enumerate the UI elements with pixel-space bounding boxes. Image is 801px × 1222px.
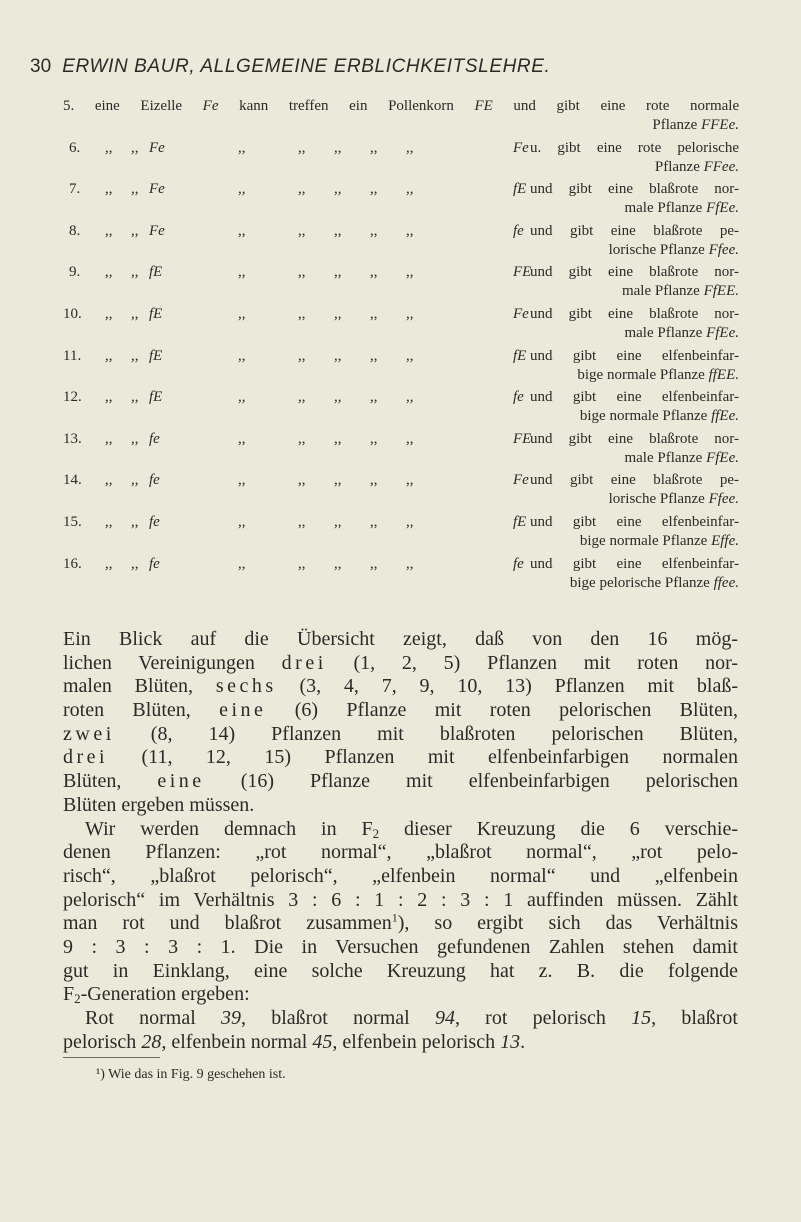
table-entry bbox=[63, 470, 739, 512]
ditto-mark: ,, bbox=[238, 181, 246, 198]
page-header bbox=[30, 56, 550, 78]
ditto-mark: ,, bbox=[370, 222, 378, 239]
text-segment: Wir werden demnach in F bbox=[85, 817, 373, 840]
ditto-mark: ,, bbox=[406, 139, 414, 156]
table-entry bbox=[63, 221, 739, 263]
ditto-mark: ,, bbox=[298, 430, 306, 447]
ditto-mark: ,, bbox=[406, 513, 414, 530]
table-entry bbox=[63, 179, 739, 221]
entry-number: 11. bbox=[63, 347, 82, 364]
entry-word: Eizelle bbox=[140, 98, 183, 114]
text-segment: gut in Einklang, eine solche Kreuzung hat z. B. die folgende bbox=[63, 959, 738, 982]
ditto-mark: ,, bbox=[370, 513, 378, 530]
table-entry bbox=[63, 96, 739, 138]
text-segment: 2 bbox=[372, 825, 380, 841]
text-segment: ), so ergibt sich das Verhältnis bbox=[397, 912, 739, 935]
entry-line bbox=[63, 117, 739, 134]
text-line bbox=[63, 983, 738, 1007]
desc-text: u. gibt eine rote pelorische bbox=[530, 139, 739, 156]
genotype: FfEe. bbox=[706, 449, 739, 466]
egg-cell: fe bbox=[149, 472, 160, 489]
entry-line bbox=[63, 346, 739, 367]
entry-line bbox=[63, 221, 739, 242]
text-segment: drei bbox=[63, 746, 109, 769]
text-line bbox=[63, 628, 738, 652]
genotype: ffee. bbox=[713, 574, 739, 591]
ditto-mark: ,, bbox=[334, 555, 342, 572]
count-value: 39 bbox=[220, 1007, 241, 1029]
text-line bbox=[63, 1007, 738, 1031]
entry-word: eine bbox=[600, 98, 626, 114]
ditto-mark: ,, bbox=[298, 472, 306, 489]
desc-text: und gibt eine blaßrote nor- bbox=[530, 305, 739, 322]
text-segment: Ein Blick auf die Übersicht zeigt, daß von den 16 mög- bbox=[63, 628, 738, 650]
text-segment: Blüten, bbox=[63, 770, 158, 793]
text-line bbox=[63, 675, 738, 699]
text-line bbox=[63, 794, 738, 818]
ditto-mark: ,, bbox=[131, 347, 139, 364]
desc-text: und gibt eine blaßrote nor- bbox=[530, 181, 739, 198]
text-segment: dieser Kreuzung die 6 verschie- bbox=[379, 817, 738, 840]
entry-line bbox=[63, 304, 739, 325]
entry-word: kann bbox=[239, 98, 269, 114]
pollen-grain: fE bbox=[513, 347, 527, 364]
ditto-mark: ,, bbox=[370, 305, 378, 322]
genotype: ffEe. bbox=[711, 408, 739, 425]
ditto-mark: ,, bbox=[131, 555, 139, 572]
desc-text: bige normale Pflanze bbox=[579, 408, 712, 425]
ditto-mark: ,, bbox=[131, 430, 139, 447]
entry-word: rote bbox=[646, 98, 670, 114]
ditto-mark: ,, bbox=[370, 181, 378, 198]
desc-text: bige pelorische Pflanze bbox=[569, 574, 714, 591]
count-value: 45 bbox=[312, 1030, 333, 1053]
desc-text: lorische Pflanze bbox=[608, 491, 709, 508]
desc-text: male Pflanze bbox=[624, 200, 707, 217]
ditto-mark: ,, bbox=[105, 305, 113, 322]
genotype: Ffee. bbox=[708, 491, 739, 508]
table-entry bbox=[63, 512, 739, 554]
entry-line bbox=[63, 450, 739, 467]
text-segment: , rot pelorisch bbox=[454, 1007, 632, 1029]
text-segment: , blaßrot normal bbox=[240, 1007, 435, 1029]
entry-number: 7. bbox=[69, 181, 81, 198]
text-segment: pelorisch bbox=[63, 1030, 142, 1053]
pollen-grain: Fe bbox=[513, 305, 529, 322]
ditto-mark: ,, bbox=[406, 389, 414, 406]
ditto-mark: ,, bbox=[105, 181, 113, 198]
entry-line bbox=[63, 429, 739, 450]
text-line bbox=[63, 723, 738, 747]
table-entry bbox=[63, 138, 739, 180]
entry-number: 13. bbox=[63, 430, 82, 447]
entry-word: 5. bbox=[63, 98, 75, 114]
body-text bbox=[63, 628, 738, 1054]
entry-line bbox=[63, 470, 739, 491]
genotype: Effe. bbox=[711, 532, 739, 549]
desc-text: male Pflanze bbox=[624, 324, 707, 341]
ditto-mark: ,, bbox=[238, 389, 246, 406]
desc-text: und gibt eine blaßrote nor- bbox=[530, 264, 739, 281]
entry-number: 9. bbox=[69, 264, 81, 281]
ditto-mark: ,, bbox=[298, 264, 306, 281]
ditto-mark: ,, bbox=[334, 347, 342, 364]
egg-cell: fE bbox=[149, 264, 163, 281]
entry-line bbox=[63, 283, 739, 300]
ditto-mark: ,, bbox=[370, 555, 378, 572]
text-line bbox=[63, 936, 738, 960]
ditto-mark: ,, bbox=[406, 222, 414, 239]
genotype: FfEe. bbox=[706, 200, 739, 217]
text-segment: drei bbox=[281, 651, 327, 674]
pollen-grain: FE bbox=[513, 430, 532, 447]
text-segment: . bbox=[520, 1030, 526, 1053]
genotype: FFEe. bbox=[701, 117, 739, 133]
ditto-mark: ,, bbox=[105, 389, 113, 406]
text-segment: (11, 12, 15) Pflanzen mit elfenbeinfarbigen normalen bbox=[108, 746, 738, 769]
entry-word: und bbox=[513, 98, 536, 114]
ditto-mark: ,, bbox=[370, 347, 378, 364]
entry-word: FE bbox=[474, 98, 493, 114]
ditto-mark: ,, bbox=[238, 513, 246, 530]
ditto-mark: ,, bbox=[238, 222, 246, 239]
entry-line bbox=[63, 159, 739, 176]
desc-text: und gibt eine elfenbeinfar- bbox=[530, 347, 739, 364]
pollen-grain: Fe bbox=[513, 472, 529, 489]
text-segment: roten Blüten, bbox=[63, 699, 220, 722]
entry-line bbox=[63, 575, 739, 592]
entry-word: Fe bbox=[202, 98, 219, 114]
text-segment: , blaßrot bbox=[651, 1007, 738, 1029]
text-segment: , elfenbein normal bbox=[161, 1030, 313, 1053]
entry-number: 16. bbox=[63, 555, 82, 572]
desc-text: Pflanze bbox=[654, 158, 704, 175]
ditto-mark: ,, bbox=[105, 222, 113, 239]
ditto-mark: ,, bbox=[238, 555, 246, 572]
pollen-grain: fe bbox=[513, 555, 524, 572]
egg-cell: fe bbox=[149, 430, 160, 447]
text-line bbox=[63, 746, 738, 770]
text-segment: denen Pflanzen: „rot normal“, „blaßrot normal“, „rot pelo- bbox=[63, 841, 738, 864]
ditto-mark: ,, bbox=[334, 181, 342, 198]
text-segment: (8, 14) Pflanzen mit blaßroten pelorischen Blüten, bbox=[114, 722, 738, 745]
egg-cell: fE bbox=[149, 389, 163, 406]
entry-line bbox=[63, 179, 739, 200]
entry-line bbox=[63, 262, 739, 283]
ditto-mark: ,, bbox=[334, 389, 342, 406]
page-number: 30 bbox=[30, 56, 52, 77]
combination-table bbox=[63, 96, 739, 595]
genotype: FfEE. bbox=[703, 283, 739, 300]
text-segment: sechs bbox=[215, 675, 277, 698]
ditto-mark: ,, bbox=[131, 139, 139, 156]
ditto-mark: ,, bbox=[131, 264, 139, 281]
entry-line bbox=[63, 367, 739, 384]
ditto-mark: ,, bbox=[370, 264, 378, 281]
table-entry bbox=[63, 304, 739, 346]
text-segment: risch“, „blaßrot pelorisch“, „elfenbein normal“ und „elfenbein bbox=[63, 864, 738, 887]
ditto-mark: ,, bbox=[406, 472, 414, 489]
ditto-mark: ,, bbox=[334, 513, 342, 530]
text-line bbox=[63, 1031, 738, 1055]
ditto-mark: ,, bbox=[105, 430, 113, 447]
text-segment: man rot und blaßrot zusammen bbox=[63, 912, 392, 935]
ditto-mark: ,, bbox=[334, 139, 342, 156]
text-segment: (6) Pflanze mit roten pelorischen Blüten, bbox=[266, 699, 738, 722]
text-segment: lichen Vereinigungen bbox=[63, 651, 282, 674]
ditto-mark: ,, bbox=[298, 305, 306, 322]
text-segment: 1 bbox=[391, 910, 398, 925]
text-segment: -Generation ergeben: bbox=[80, 983, 250, 1006]
genotype: Ffee. bbox=[708, 241, 739, 258]
pollen-grain: fE bbox=[513, 181, 527, 198]
table-entry bbox=[63, 429, 739, 471]
ditto-mark: ,, bbox=[370, 430, 378, 447]
ditto-mark: ,, bbox=[131, 472, 139, 489]
ditto-mark: ,, bbox=[105, 347, 113, 364]
text-line bbox=[63, 960, 738, 984]
entry-line bbox=[63, 325, 739, 342]
pollen-grain: fe bbox=[513, 222, 524, 239]
ditto-mark: ,, bbox=[406, 347, 414, 364]
desc-text: und gibt eine elfenbeinfar- bbox=[530, 555, 739, 572]
ditto-mark: ,, bbox=[334, 264, 342, 281]
ditto-mark: ,, bbox=[334, 305, 342, 322]
count-value: 28 bbox=[141, 1030, 162, 1053]
ditto-mark: ,, bbox=[298, 555, 306, 572]
entry-line bbox=[63, 200, 739, 217]
entry-word: gibt bbox=[556, 98, 580, 114]
entry-number: 15. bbox=[63, 513, 82, 530]
footnote-text: Wie das in Fig. 9 geschehen ist. bbox=[104, 1067, 286, 1082]
pollen-grain: fE bbox=[513, 513, 527, 530]
ditto-mark: ,, bbox=[406, 181, 414, 198]
text-line bbox=[63, 889, 738, 913]
ditto-mark: ,, bbox=[334, 222, 342, 239]
text-segment: , elfenbein pelorisch bbox=[332, 1030, 501, 1053]
entry-number: 10. bbox=[63, 305, 82, 322]
pollen-grain: Fe bbox=[513, 139, 529, 156]
text-segment: Blüten ergeben müssen. bbox=[63, 793, 255, 816]
ditto-mark: ,, bbox=[105, 472, 113, 489]
ditto-mark: ,, bbox=[406, 264, 414, 281]
ditto-mark: ,, bbox=[298, 222, 306, 239]
text-line bbox=[63, 865, 738, 889]
ditto-mark: ,, bbox=[238, 347, 246, 364]
text-segment: zwei bbox=[63, 722, 115, 745]
entry-line bbox=[63, 242, 739, 259]
ditto-mark: ,, bbox=[406, 305, 414, 322]
ditto-mark: ,, bbox=[334, 430, 342, 447]
entry-line bbox=[63, 554, 739, 575]
ditto-mark: ,, bbox=[238, 472, 246, 489]
genotype: FfEe. bbox=[706, 324, 739, 341]
footnote-rule bbox=[63, 1057, 160, 1058]
text-line bbox=[63, 912, 738, 936]
ditto-mark: ,, bbox=[238, 430, 246, 447]
text-segment: Rot normal bbox=[85, 1007, 221, 1029]
table-entry bbox=[63, 262, 739, 304]
text-segment: malen Blüten, bbox=[63, 675, 216, 698]
ditto-mark: ,, bbox=[298, 389, 306, 406]
desc-text: bige normale Pflanze bbox=[577, 366, 709, 383]
text-line bbox=[63, 770, 738, 794]
count-value: 15 bbox=[631, 1007, 652, 1029]
ditto-mark: ,, bbox=[131, 181, 139, 198]
desc-text: male Pflanze bbox=[624, 449, 707, 466]
ditto-mark: ,, bbox=[406, 555, 414, 572]
entry-line bbox=[63, 491, 739, 508]
running-title: ERWIN BAUR, ALLGEMEINE ERBLICHKEITSLEHRE. bbox=[62, 56, 551, 77]
count-value: 13 bbox=[500, 1030, 521, 1053]
ditto-mark: ,, bbox=[131, 389, 139, 406]
entry-word: Pollenkorn bbox=[388, 98, 454, 114]
ditto-mark: ,, bbox=[131, 305, 139, 322]
entry-word: normale bbox=[689, 98, 740, 114]
ditto-mark: ,, bbox=[238, 264, 246, 281]
text-segment: (3, 4, 7, 9, 10, 13) Pflanzen mit blaß- bbox=[276, 675, 738, 698]
text-segment: eine bbox=[157, 770, 205, 793]
ditto-mark: ,, bbox=[370, 472, 378, 489]
entry-number: 14. bbox=[63, 472, 82, 489]
table-entry bbox=[63, 346, 739, 388]
entry-word: ein bbox=[349, 98, 368, 114]
entry-number: 6. bbox=[69, 139, 81, 156]
text-line bbox=[63, 699, 738, 723]
entry-line bbox=[63, 96, 739, 117]
ditto-mark: ,, bbox=[105, 139, 113, 156]
text-segment: eine bbox=[219, 699, 267, 722]
entry-line bbox=[63, 408, 739, 425]
ditto-mark: ,, bbox=[298, 139, 306, 156]
footnote-mark: ¹) bbox=[96, 1067, 105, 1082]
text-segment: (16) Pflanze mit elfenbeinfarbigen pelorischen bbox=[204, 770, 738, 793]
text-line bbox=[63, 652, 738, 676]
desc-text: und gibt eine elfenbeinfar- bbox=[530, 513, 739, 530]
desc-text: lorische Pflanze bbox=[608, 241, 709, 258]
ditto-mark: ,, bbox=[370, 139, 378, 156]
pollen-grain: fe bbox=[513, 389, 524, 406]
egg-cell: Fe bbox=[149, 139, 165, 156]
egg-cell: fe bbox=[149, 555, 160, 572]
egg-cell: fe bbox=[149, 513, 160, 530]
egg-cell: fE bbox=[149, 347, 163, 364]
ditto-mark: ,, bbox=[370, 389, 378, 406]
desc-text: und gibt eine blaßrote nor- bbox=[530, 430, 739, 447]
desc-text: Pflanze bbox=[652, 117, 702, 133]
ditto-mark: ,, bbox=[131, 513, 139, 530]
entry-line bbox=[63, 533, 739, 550]
text-segment: F bbox=[63, 983, 75, 1006]
ditto-mark: ,, bbox=[298, 181, 306, 198]
egg-cell: fE bbox=[149, 305, 163, 322]
table-entry bbox=[63, 387, 739, 429]
ditto-mark: ,, bbox=[298, 347, 306, 364]
text-line bbox=[63, 841, 738, 865]
entry-line bbox=[63, 387, 739, 408]
ditto-mark: ,, bbox=[298, 513, 306, 530]
footnote bbox=[96, 1067, 286, 1083]
entry-word: eine bbox=[94, 98, 120, 114]
entry-line bbox=[63, 512, 739, 533]
pollen-grain: FE bbox=[513, 264, 532, 281]
desc-text: und gibt eine elfenbeinfar- bbox=[530, 389, 739, 406]
desc-text: male Pflanze bbox=[621, 283, 704, 300]
entry-word: treffen bbox=[288, 98, 329, 114]
text-segment: 9 : 3 : 3 : 1. Die in Versuchen gefundenen Zahlen stehen damit bbox=[63, 935, 738, 958]
text-segment: (1, 2, 5) Pflanzen mit roten nor- bbox=[326, 651, 738, 674]
entry-number: 8. bbox=[69, 222, 81, 239]
ditto-mark: ,, bbox=[105, 513, 113, 530]
entry-line bbox=[63, 138, 739, 159]
ditto-mark: ,, bbox=[105, 264, 113, 281]
text-line bbox=[63, 818, 738, 842]
ditto-mark: ,, bbox=[238, 139, 246, 156]
count-value: 94 bbox=[434, 1007, 455, 1029]
egg-cell: Fe bbox=[149, 181, 165, 198]
table-entry bbox=[63, 554, 739, 596]
genotype: ffEE. bbox=[708, 366, 739, 383]
text-segment: 2 bbox=[74, 991, 81, 1007]
desc-text: bige normale Pflanze bbox=[579, 532, 712, 549]
ditto-mark: ,, bbox=[105, 555, 113, 572]
entry-number: 12. bbox=[63, 389, 82, 406]
genotype: FFee. bbox=[703, 158, 739, 175]
desc-text: und gibt eine blaßrote pe- bbox=[530, 222, 739, 239]
ditto-mark: ,, bbox=[131, 222, 139, 239]
egg-cell: Fe bbox=[149, 222, 165, 239]
ditto-mark: ,, bbox=[334, 472, 342, 489]
text-segment: pelorisch“ im Verhältnis 3 : 6 : 1 : 2 : 3 : 1 auffinden müssen. Zählt bbox=[63, 888, 738, 911]
ditto-mark: ,, bbox=[238, 305, 246, 322]
ditto-mark: ,, bbox=[406, 430, 414, 447]
desc-text: und gibt eine blaßrote pe- bbox=[530, 472, 739, 489]
